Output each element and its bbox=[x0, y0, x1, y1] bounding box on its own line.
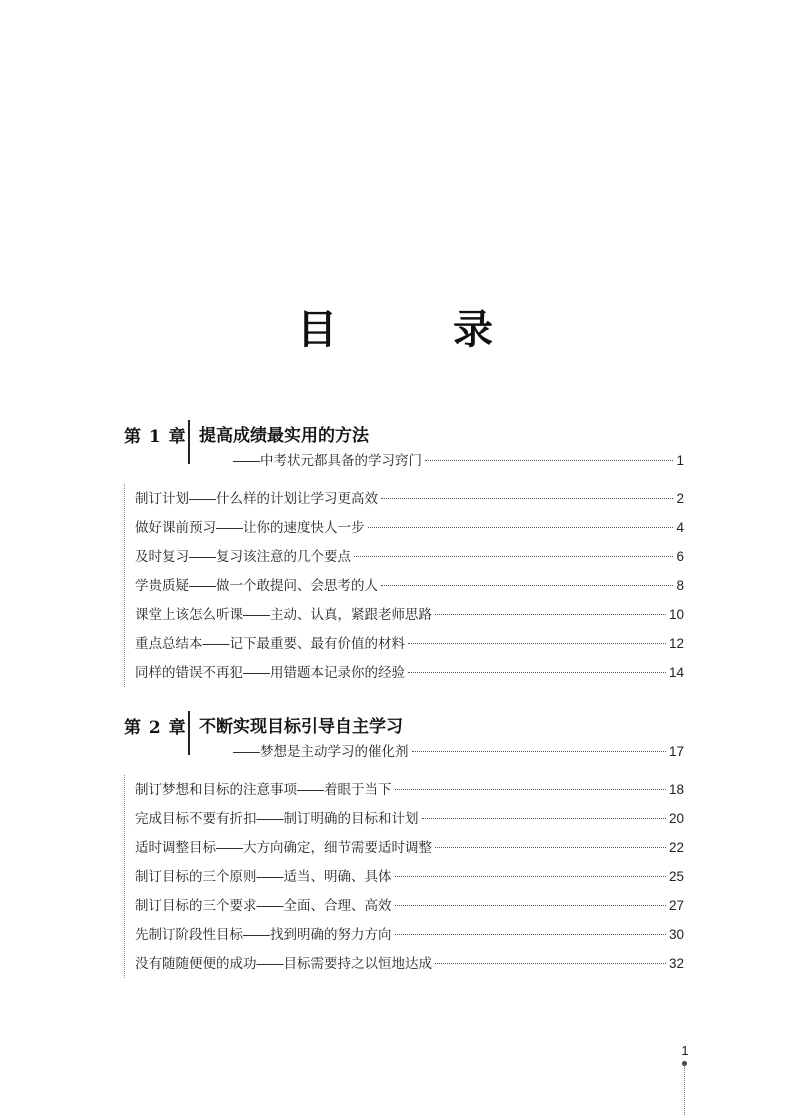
section-list bbox=[124, 775, 684, 978]
dot-leader bbox=[422, 818, 666, 819]
dot-leader bbox=[408, 672, 666, 673]
page-number: 6 bbox=[676, 549, 684, 564]
toc-entry[interactable] bbox=[135, 629, 684, 658]
page-number: 12 bbox=[668, 636, 684, 651]
toc-entry[interactable] bbox=[135, 658, 684, 687]
chapter-title[interactable]: 提高成绩最实用的方法 bbox=[199, 426, 369, 446]
toc-entry[interactable] bbox=[135, 891, 684, 920]
toc-entry-title: 完成目标不要有折扣——制订明确的目标和计划 bbox=[135, 811, 419, 826]
toc-entry-title: 制订目标的三个要求——全面、合理、高效 bbox=[135, 898, 392, 913]
page-number: 2 bbox=[676, 491, 684, 506]
page-number: 10 bbox=[668, 607, 684, 622]
toc-entry[interactable] bbox=[135, 775, 684, 804]
toc-entry[interactable] bbox=[135, 920, 684, 949]
toc-entry-title: 制订计划——什么样的计划让学习更高效 bbox=[135, 491, 378, 506]
toc-entry-title: 同样的错误不再犯——用错题本记录你的经验 bbox=[135, 665, 405, 680]
toc-entry[interactable] bbox=[135, 833, 684, 862]
chapter-subtitle: ——中考状元都具备的学习窍门 bbox=[233, 453, 422, 468]
chapter-divider bbox=[188, 420, 190, 464]
chapter-2 bbox=[124, 711, 684, 978]
chapter-header bbox=[124, 420, 684, 472]
folio-page-number: 1 bbox=[681, 1043, 689, 1058]
toc-entry-title: 制订目标的三个原则——适当、明确、具体 bbox=[135, 869, 392, 884]
toc-entry[interactable] bbox=[135, 484, 684, 513]
dot-leader bbox=[412, 751, 666, 752]
dot-leader bbox=[381, 585, 673, 586]
chapter-subtitle: ——梦想是主动学习的催化剂 bbox=[233, 744, 409, 759]
dot-leader bbox=[408, 643, 666, 644]
dot-leader bbox=[435, 614, 666, 615]
toc-entry[interactable] bbox=[135, 542, 684, 571]
dot-leader bbox=[395, 876, 666, 877]
toc-entry-title: 学贵质疑——做一个敢提问、会思考的人 bbox=[135, 578, 378, 593]
toc-entry-title: 适时调整目标——大方向确定，细节需要适时调整 bbox=[135, 840, 432, 855]
chapter-1 bbox=[124, 420, 684, 687]
chapter-header bbox=[124, 711, 684, 763]
dot-leader bbox=[368, 527, 674, 528]
chapter-subtitle-entry[interactable] bbox=[233, 740, 684, 760]
toc-entry[interactable] bbox=[135, 600, 684, 629]
toc-entry[interactable] bbox=[135, 513, 684, 542]
dot-leader bbox=[381, 498, 673, 499]
page-number: 27 bbox=[668, 898, 684, 913]
chapter-label: 第 2 章 bbox=[124, 718, 187, 738]
chapter-divider bbox=[188, 711, 190, 755]
toc-entry-title: 制订梦想和目标的注意事项——着眼于当下 bbox=[135, 782, 392, 797]
chapter-title[interactable]: 不断实现目标引导自主学习 bbox=[199, 717, 403, 737]
toc-entry-title: 重点总结本——记下最重要、最有价值的材料 bbox=[135, 636, 405, 651]
folio-rule bbox=[684, 1064, 686, 1115]
toc-entry[interactable] bbox=[135, 571, 684, 600]
toc-entry-title: 及时复习——复习该注意的几个要点 bbox=[135, 549, 351, 564]
toc-entry[interactable] bbox=[135, 862, 684, 891]
page-title: 目 录 bbox=[297, 306, 531, 353]
dot-leader bbox=[435, 963, 666, 964]
toc-entry[interactable] bbox=[135, 804, 684, 833]
page-number: 18 bbox=[668, 782, 684, 797]
dot-leader bbox=[395, 789, 666, 790]
page-number: 30 bbox=[668, 927, 684, 942]
page-number: 22 bbox=[668, 840, 684, 855]
page-number: 17 bbox=[668, 744, 684, 759]
dot-leader bbox=[425, 460, 673, 461]
toc-entry-title: 课堂上该怎么听课——主动、认真，紧跟老师思路 bbox=[135, 607, 432, 622]
page-number: 20 bbox=[668, 811, 684, 826]
toc-entry-title: 没有随随便便的成功——目标需要持之以恒地达成 bbox=[135, 956, 432, 971]
dot-leader bbox=[354, 556, 673, 557]
page-number: 14 bbox=[668, 665, 684, 680]
toc-entry[interactable] bbox=[135, 949, 684, 978]
page-number: 8 bbox=[676, 578, 684, 593]
toc-entry-title: 做好课前预习——让你的速度快人一步 bbox=[135, 520, 365, 535]
page-number: 32 bbox=[668, 956, 684, 971]
chapter-subtitle-entry[interactable] bbox=[233, 449, 684, 469]
toc-entry-title: 先制订阶段性目标——找到明确的努力方向 bbox=[135, 927, 392, 942]
chapter-label: 第 1 章 bbox=[124, 427, 187, 447]
dot-leader bbox=[435, 847, 666, 848]
page-number: 1 bbox=[676, 453, 684, 468]
dot-leader bbox=[395, 905, 666, 906]
dot-leader bbox=[395, 934, 666, 935]
section-list bbox=[124, 484, 684, 687]
page-number: 25 bbox=[668, 869, 684, 884]
page-number: 4 bbox=[676, 520, 684, 535]
